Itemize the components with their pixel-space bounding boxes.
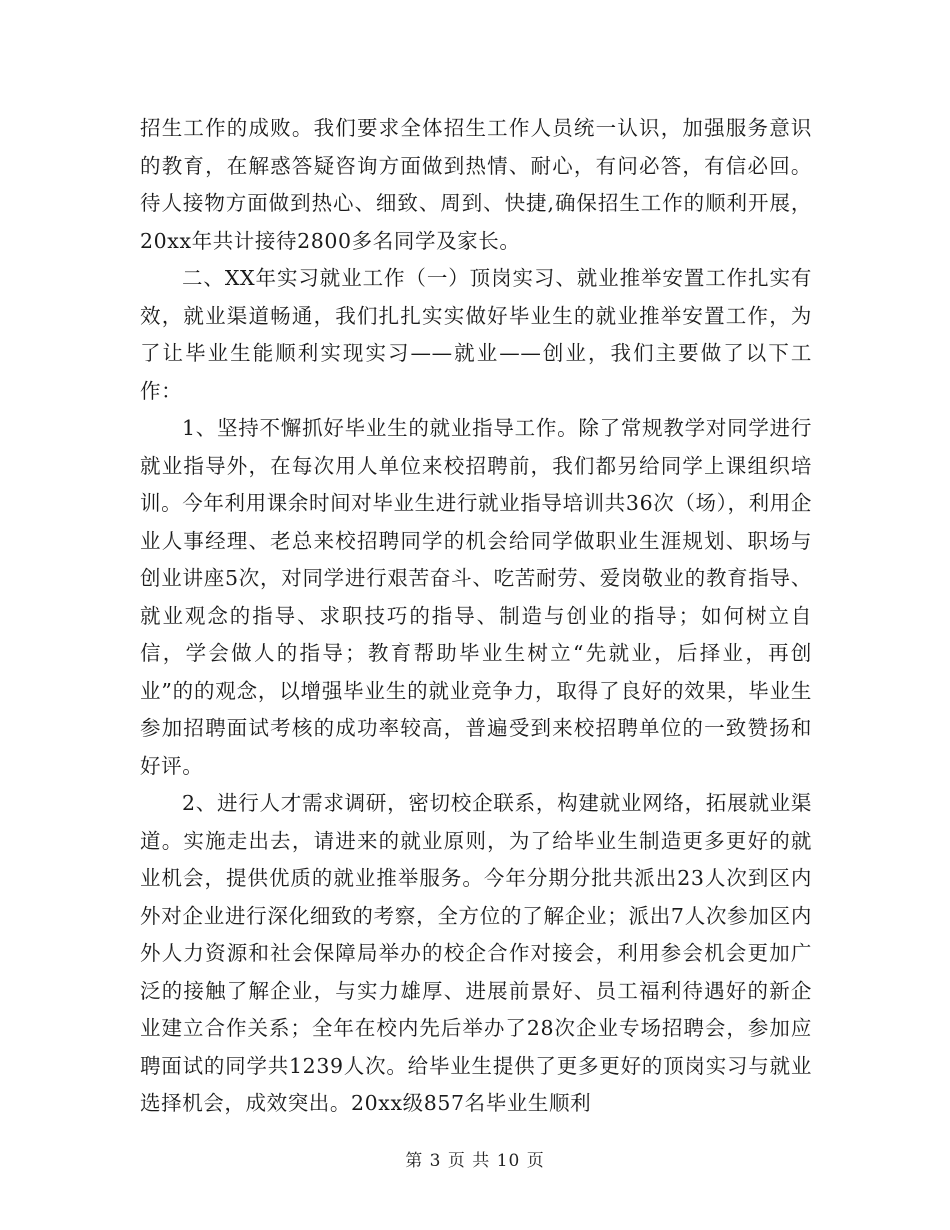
paragraph-talent-demand-research: 2、进行人才需求调研，密切校企联系，构建就业网络，拓展就业渠道。实施走出去，请进来的就业原则，为了给毕业生制造更多更好的就业机会，提供优质的就业推举服务。今年分期分批共派出23人次到区内外对企业进行深化细致的考察，全方位的了解企业；派出7人次参加区内外人力资源和社会保障局举办的校企合作对接会，利用参会机会更加广泛的接触了解企业，与实力雄厚、进展前景好、员工福利待遇好的新企业建立合作关系；全年在校内先后举办了28次企业专场招聘会，参加应聘面试的同学共1239人次。给毕业生提供了更多更好的顶岗实习与就业选择机会，成效突出。20xx级857名毕业生顺利 xyxy=(140,791,812,1115)
paragraph-employment-guidance: 1、坚持不懈抓好毕业生的就业指导工作。除了常规教学对同学进行就业指导外，在每次用人单位来校招聘前，我们都另给同学上课组织培训。今年利用课余时间对毕业生进行就业指导培训共36次（场），利用企业人事经理、老总来校招聘同学的机会给同学做职业生涯规划、职场与创业讲座5次，对同学进行艰苦奋斗、吃苦耐劳、爱岗敬业的教育指导、就业观念的指导、求职技巧的指导、制造与创业的指导；如何树立自信，学会做人的指导；教育帮助毕业生树立“先就业，后择业，再创业”的的观念，以增强毕业生的就业竞争力，取得了良好的效果，毕业生参加招聘面试考核的成功率较高，普遍受到来校招聘单位的一致赞扬和好评。 xyxy=(140,416,812,778)
paragraph-enrollment-summary: 招生工作的成败。我们要求全体招生工作人员统一认识，加强服务意识的教育，在解惑答疑咨询方面做到热情、耐心，有问必答，有信必回。待人接物方面做到热心、细致、周到、快捷,确保招生工作的顺利开展，20xx年共计接待2800多名同学及家长。 xyxy=(140,116,812,253)
document-body xyxy=(140,110,812,1123)
paragraph-internship-employment-intro: 二、XX年实习就业工作（一）顶岗实习、就业推举安置工作扎实有效，就业渠道畅通，我们扎扎实实做好毕业生的就业推举安置工作，为了让毕业生能顺利实现实习——就业——创业，我们主要做了以下工作： xyxy=(140,266,812,403)
page-number-footer: 第 3 页 共 10 页 xyxy=(405,1151,545,1171)
